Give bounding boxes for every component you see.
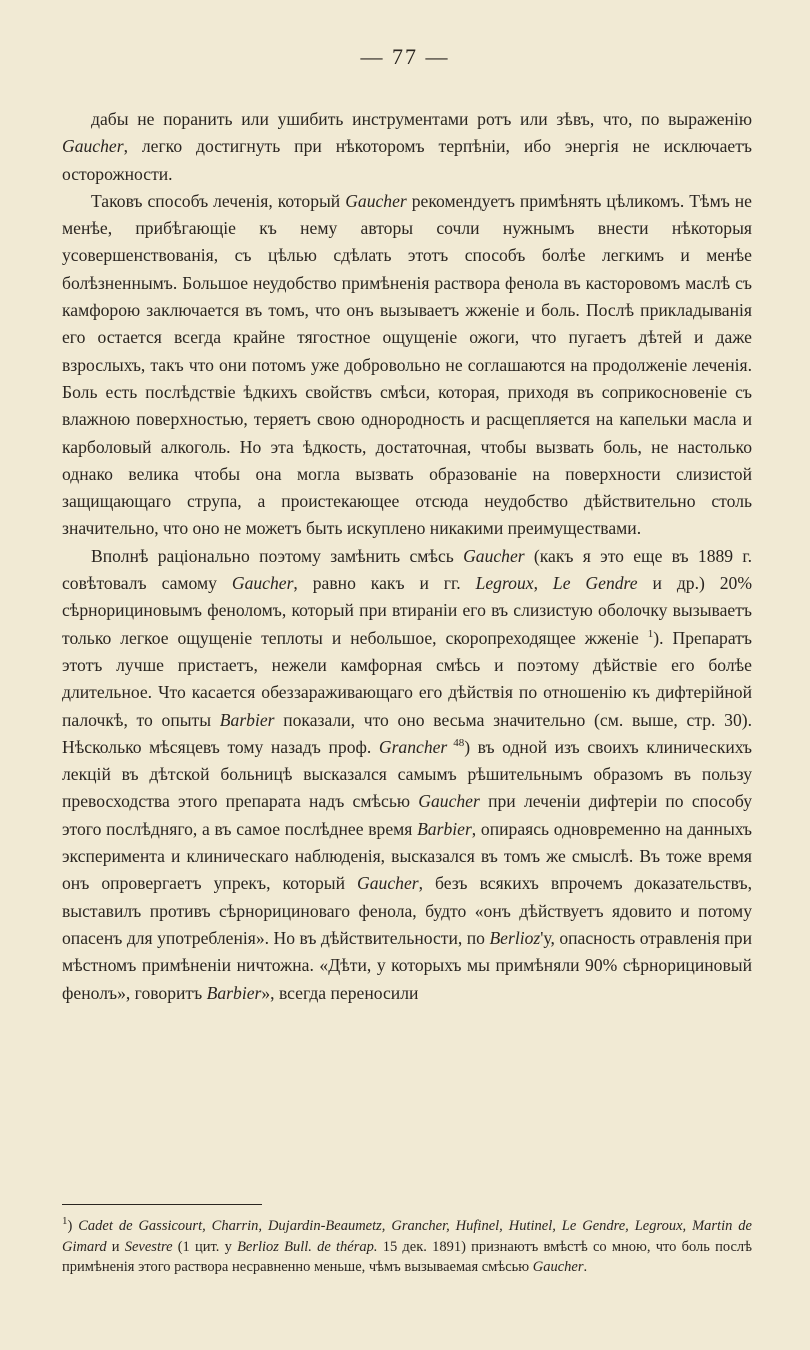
italic-name: Legroux <box>475 573 534 594</box>
footnote-divider <box>62 1204 262 1205</box>
italic-name: Gaucher <box>418 791 480 812</box>
text-run: . <box>583 1259 588 1275</box>
text-run: (1 цит. у <box>172 1238 238 1255</box>
text-run: », всегда переносили <box>261 982 419 1003</box>
text-run: , равно какъ и гг. <box>293 573 476 594</box>
italic-name: Gaucher <box>231 573 294 594</box>
text-run: и <box>106 1238 125 1255</box>
text-run: рекомендуетъ примѣнять цѣликомъ. Тѣмъ не менѣе, прибѣгающіе къ нему авторы сочли нужнымъ внести нѣкоторыя усовершенствованія, съ цѣлью сдѣлать этотъ способъ болѣе легкимъ и менѣе болѣзненнымъ. Большое неудобство примѣненія раствора фенола въ касторовомъ маслѣ съ камфорою заключается въ томъ, что онъ вызываетъ жженіе и боль. Послѣ прикладыванія его остается всегда крайне тягостное ощущеніе ожоги, что пугаетъ дѣтей и даже взрослыхъ, такъ что они потомъ уже добровольно не соглашаются на продолженіе леченія. Боль есть послѣдствіе ѣдкихъ свойствъ смѣси, которая, приходя въ соприкосновеніе съ влажною поверхностью, теряетъ свою однородность и расщепляется на капельки масла и карболовый алкоголь. Но эта ѣдкость, достаточная, чтобы вызвать боль, не настолько однако велика чтобы она могла вызвать образованіе на поверхности слизистой защищающаго струпа, а проистекающее отсюда неудобство дѣйствительно столь значительно, что оно не можетъ быть искуплено никакими преимуществами. <box>62 190 752 539</box>
text-run: , <box>533 573 553 594</box>
text-run: , легко достигнуть при нѣкоторомъ терпѣніи, ибо энергія не исключаетъ осторожности. <box>62 136 752 184</box>
text-run: ) <box>67 1218 79 1234</box>
italic-name: Le Gendre <box>552 573 638 594</box>
footnote-ref: 1 <box>62 1215 68 1228</box>
footnote-1 <box>62 1216 752 1278</box>
italic-name: Barbier <box>206 982 262 1003</box>
italic-name: Sevestre <box>124 1238 173 1255</box>
text-run: ). Препаратъ этотъ лучше пристаетъ, нежели камфорная смѣсь и поэтому дѣйствіе его болѣе длительное. Что касается обеззараживающаго его дѣйствія по отношенію къ дифтерійной палочкѣ, то опыты <box>62 627 752 730</box>
italic-name: Gaucher <box>463 545 525 566</box>
paragraph-3 <box>62 543 752 1007</box>
footnotes <box>62 1216 752 1278</box>
italic-name: Gaucher <box>345 190 407 211</box>
paragraph-2 <box>62 188 752 543</box>
footnote-ref: 1 <box>647 627 654 640</box>
text-run: ) въ одной изъ своихъ клиническихъ лекцій въ дѣтской больницѣ высказался самымъ рѣшительнымъ образомъ въ пользу превосходства этого препарата надъ смѣсью <box>62 736 753 812</box>
text-run: дабы не поранить или ушибить инструментами ротъ или зѣвъ, что, по выраженію <box>91 109 752 129</box>
page-number: — 77 — <box>360 44 450 69</box>
footnote-ref: 48 <box>447 736 465 749</box>
text-run: 'у, опасность отравленія при мѣстномъ примѣненіи ничтожна. «Дѣти, у которыхъ мы примѣняли 90% сѣрнорициновый фенолъ», говоритъ <box>62 927 752 1003</box>
italic-name: Grancher <box>378 736 448 757</box>
italic-name: Barbier <box>417 818 472 839</box>
text-run: (какъ я это еще въ 1889 г. совѣтовалъ самому <box>62 545 752 594</box>
text-run: , опираясь одновременно на данныхъ эксперимента и клиническаго наблюденія, высказался въ томъ же смыслѣ. Въ тоже время онъ опровергаетъ упрекъ, который <box>62 818 752 894</box>
italic-name: Berlioz <box>489 927 541 948</box>
italic-name: Gaucher <box>532 1259 584 1275</box>
text-run: 15 дек. 1891) признаютъ вмѣстѣ со мною, что боль послѣ примѣненія этого раствора несравненно меньше, чѣмъ вызываемая смѣсью <box>62 1238 753 1275</box>
text-run: при леченіи дифтеріи по способу этого послѣдняго, а въ самое послѣднее время <box>62 791 752 839</box>
paragraph-1 <box>62 106 752 188</box>
text-run: и др.) 20% сѣрнорициновымъ феноломъ, который при втираніи его въ слизистую оболочку вызываетъ только легкое ощущеніе теплоты и небольшое, скоропреходящее жженіе <box>62 573 752 648</box>
italic-name: Cadet de Gassicourt, Charrin, Dujardin-Beaumetz, Grancher, Hufinel, Hutinel, Le Gendre, Legroux, Martin de Gimard <box>62 1218 752 1255</box>
italic-name: Berlioz Bull. de thérap. <box>237 1238 378 1255</box>
text-run: , безъ всякихъ впрочемъ доказательствъ, выставилъ противъ сѣрнорициноваго фенола, будто «онъ дѣйствуетъ ядовито и потому опасенъ для употребленія». Но въ дѣйствительности, по <box>62 873 752 948</box>
italic-name: Gaucher <box>357 873 419 894</box>
italic-name: Barbier <box>219 709 275 730</box>
body-text <box>62 106 752 1007</box>
text-run: показали, что оно весьма значительно (см. выше, стр. 30). Нѣсколько мѣсяцевъ тому назадъ проф. <box>62 709 753 757</box>
italic-name: Gaucher <box>62 136 124 157</box>
text-run: Таковъ способъ леченія, который <box>91 190 346 211</box>
text-run: Вполнѣ раціонально поэтому замѣнить смѣсь <box>91 545 464 566</box>
